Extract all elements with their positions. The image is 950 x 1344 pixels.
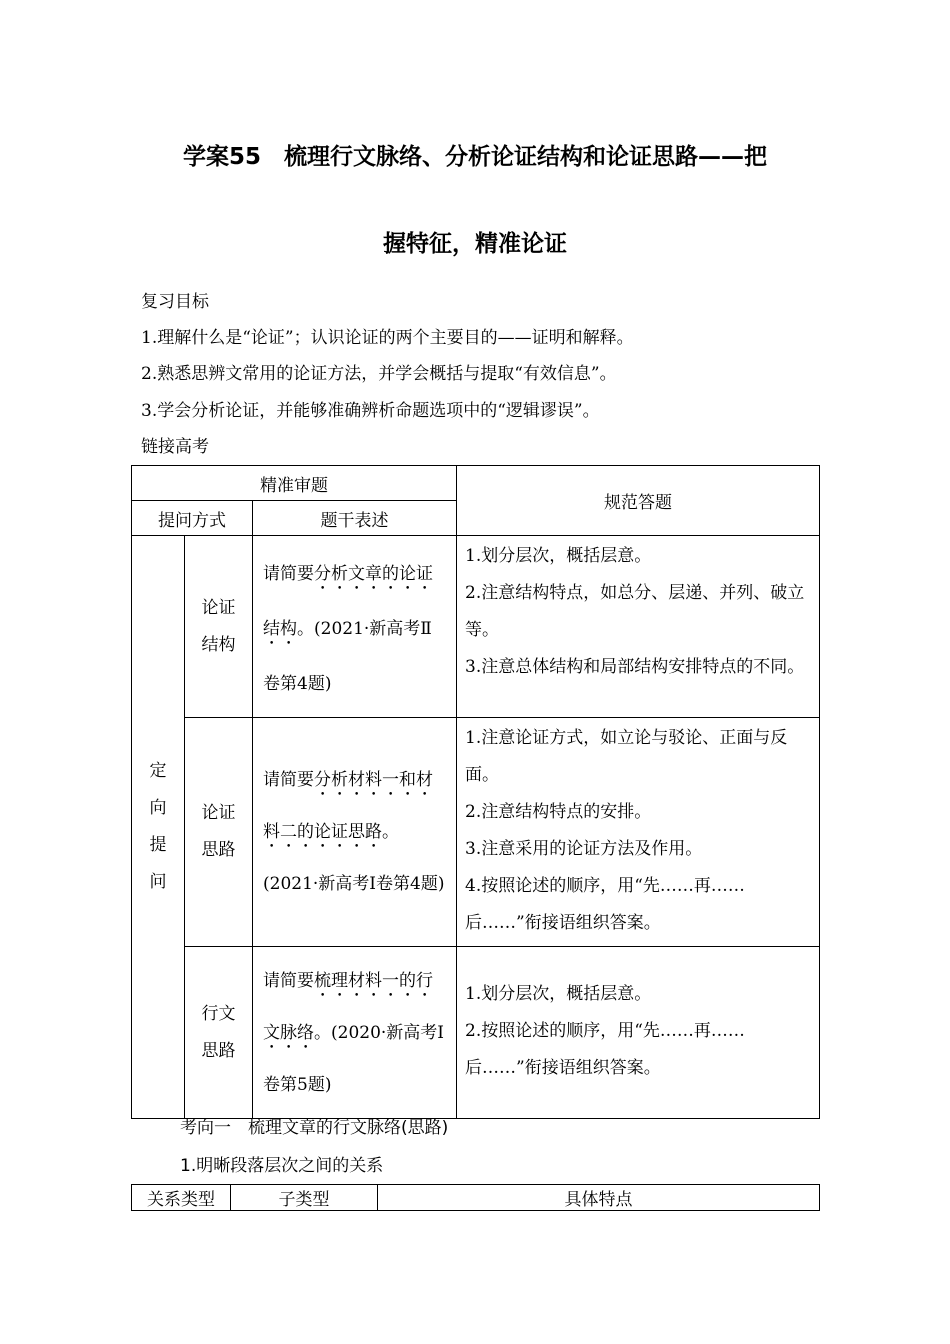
question-stem: 请简要分析文章的论证结构。(2021·新高考Ⅱ卷第4题)	[253, 536, 457, 718]
section-heading: 考向一 梳理文章的行文脉络(思路)	[180, 1118, 449, 1138]
page-title-line1: 学案55 梳理行文脉络、分析论证结构和论证思路——把	[182, 144, 767, 170]
group-label-directed-question: 定 向 提 问	[132, 536, 185, 1119]
answer-cell	[457, 536, 820, 718]
answer-item: 4.按照论述的顺序，用“先……再……后……”衔接语组织答案。	[465, 876, 745, 933]
objective-item: 1.理解什么是“论证”；认识论证的两个主要目的——证明和解释。	[141, 328, 634, 348]
answer-item: 1.注意论证方式，如立论与驳论、正面与反面。	[465, 728, 788, 785]
objective-item: 3.学会分析论证，并能够准确辨析命题选项中的“逻辑谬误”。	[141, 401, 600, 421]
answer-item: 2.按照论述的顺序，用“先……再……后……”衔接语组织答案。	[465, 1021, 745, 1078]
objective-item: 2.熟悉思辨文常用的论证方法，并学会概括与提取“有效信息”。	[141, 364, 617, 384]
answer-item: 1.划分层次，概括层意。	[465, 546, 652, 566]
answer-item: 2.注意结构特点，如总分、层递、并列、破立等。	[465, 583, 805, 640]
answer-cell	[457, 718, 820, 947]
section-subheading: 1.明晰段落层次之间的关系	[180, 1156, 384, 1176]
header-relation-type: 关系类型	[132, 1185, 231, 1211]
type-argument-approach: 论证 思路	[185, 718, 253, 947]
header-precise-review: 精准审题	[132, 466, 457, 501]
question-stem: 请简要分析材料一和材料二的论证思路。(2021·新高考Ⅰ卷第4题)	[253, 718, 457, 947]
header-question-method: 提问方式	[132, 501, 253, 536]
header-standard-answer: 规范答题	[457, 466, 820, 536]
answer-item: 1.划分层次，概括层意。	[465, 984, 652, 1004]
header-subtype: 子类型	[231, 1185, 378, 1211]
objectives-heading: 复习目标	[141, 292, 209, 312]
page-title-line2: 握特征，精准论证	[383, 231, 567, 257]
question-stem: 请简要梳理材料一的行文脉络。(2020·新高考Ⅰ卷第5题)	[253, 947, 457, 1119]
exam-link-table	[131, 465, 820, 1119]
type-argument-structure: 论证 结构	[185, 536, 253, 718]
type-writing-flow: 行文 思路	[185, 947, 253, 1119]
answer-item: 3.注意总体结构和局部结构安排特点的不同。	[465, 657, 805, 677]
header-specific-features: 具体特点	[378, 1185, 820, 1211]
answer-item: 2.注意结构特点的安排。	[465, 802, 652, 822]
answer-cell	[457, 947, 820, 1119]
answer-item: 3.注意采用的论证方法及作用。	[465, 839, 703, 859]
header-question-stem: 题干表述	[253, 501, 457, 536]
link-exam-heading: 链接高考	[141, 437, 209, 457]
relationship-table	[131, 1184, 820, 1211]
